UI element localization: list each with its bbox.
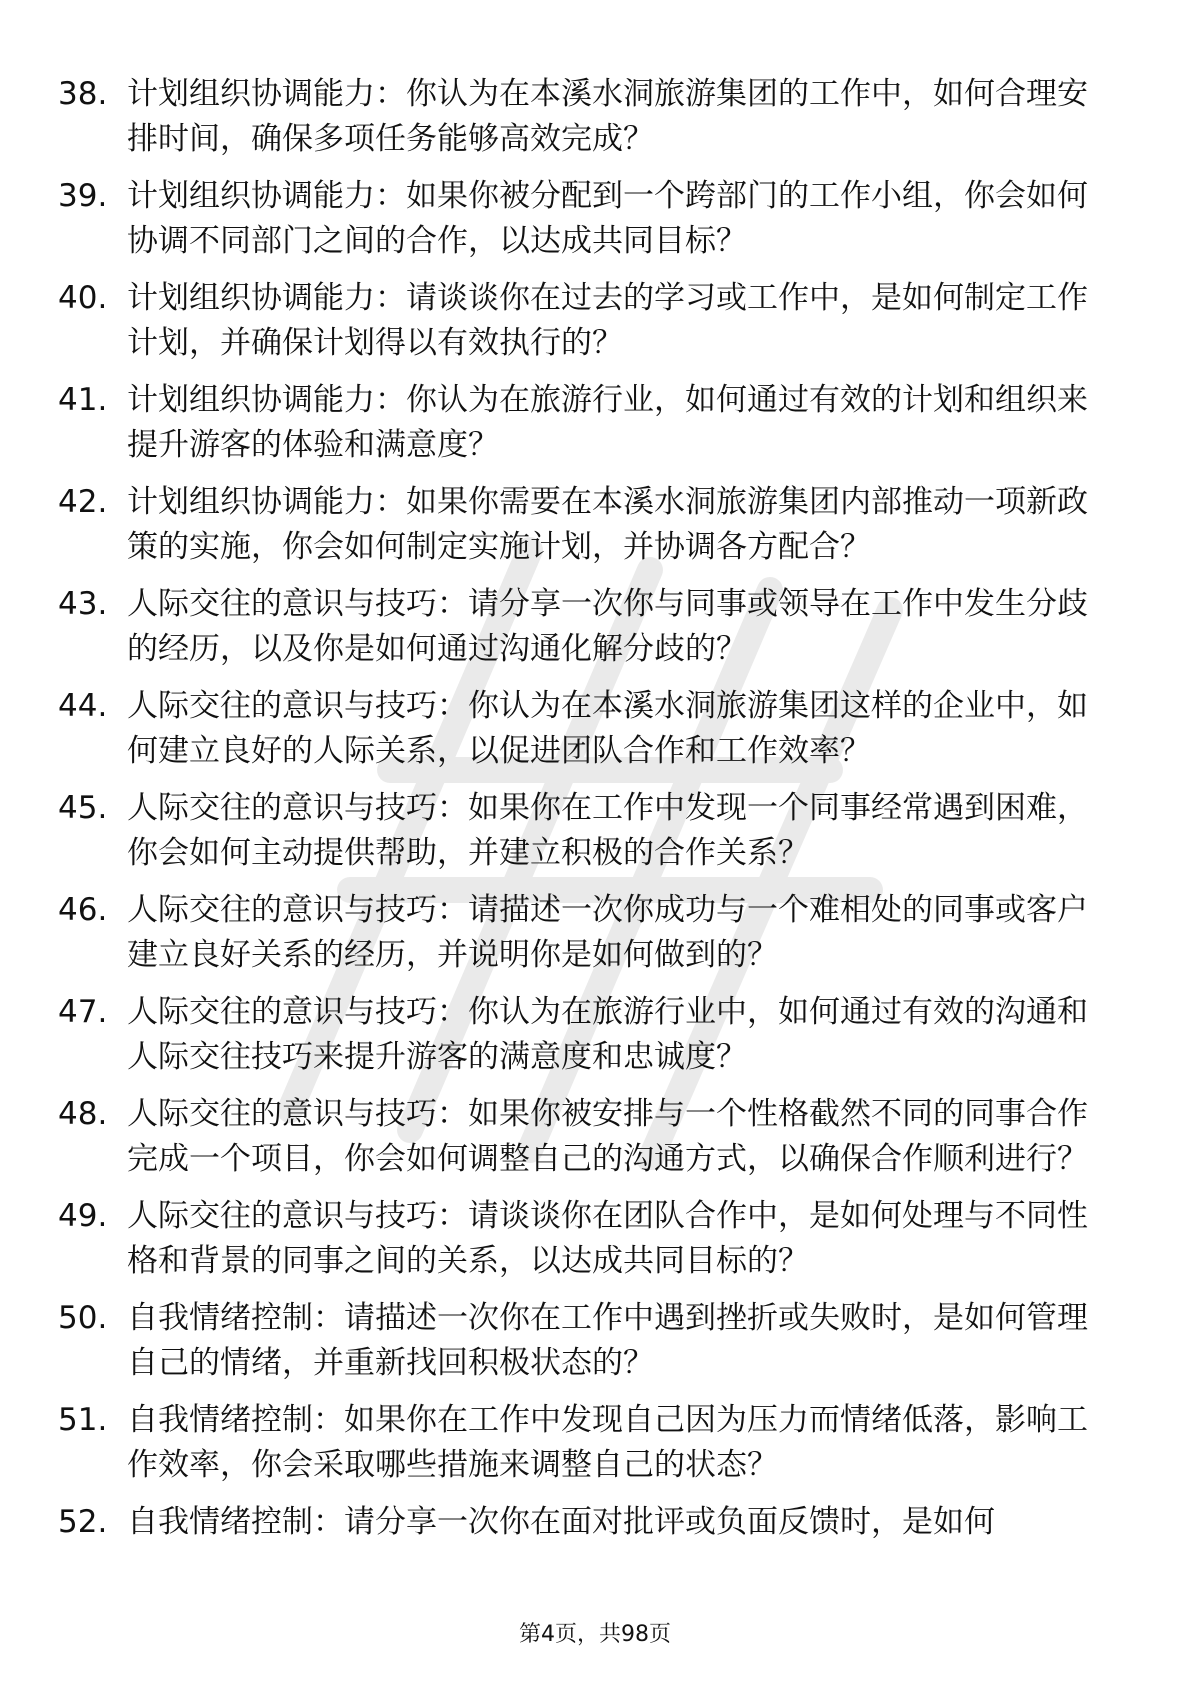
- list-item: [0, 1500, 1190, 1545]
- question-text: 计划组织协调能力：你认为在本溪水洞旅游集团的工作中，如何合理安排时间，确保多项任务能够高效完成？: [127, 76, 1088, 157]
- list-item: [0, 480, 1190, 570]
- question-number: 42.: [58, 484, 108, 520]
- question-text: 自我情绪控制：请描述一次你在工作中遇到挫折或失败时，是如何管理自己的情绪，并重新找回积极状态的？: [127, 1300, 1088, 1381]
- list-item: [0, 1296, 1190, 1386]
- question-number: 47.: [58, 994, 108, 1030]
- question-number: 45.: [58, 790, 108, 826]
- question-number: 41.: [58, 382, 108, 418]
- question-number: 39.: [58, 178, 108, 214]
- question-list: [0, 72, 1190, 1557]
- question-text: 人际交往的意识与技巧：你认为在本溪水洞旅游集团这样的企业中，如何建立良好的人际关系，以促进团队合作和工作效率？: [127, 688, 1088, 769]
- question-text: 自我情绪控制：请分享一次你在面对批评或负面反馈时，是如何: [127, 1504, 995, 1540]
- question-text: 人际交往的意识与技巧：请分享一次你与同事或领导在工作中发生分歧的经历，以及你是如何通过沟通化解分歧的？: [127, 586, 1088, 667]
- question-number: 52.: [58, 1504, 108, 1540]
- question-number: 49.: [58, 1198, 108, 1234]
- list-item: [0, 1398, 1190, 1488]
- list-item: [0, 174, 1190, 264]
- list-item: [0, 582, 1190, 672]
- list-item: [0, 72, 1190, 162]
- question-text: 人际交往的意识与技巧：如果你在工作中发现一个同事经常遇到困难，你会如何主动提供帮助，并建立积极的合作关系？: [127, 790, 1088, 871]
- question-number: 50.: [58, 1300, 108, 1336]
- question-text: 自我情绪控制：如果你在工作中发现自己因为压力而情绪低落，影响工作效率，你会采取哪些措施来调整自己的状态？: [127, 1402, 1088, 1483]
- question-text: 计划组织协调能力：请谈谈你在过去的学习或工作中，是如何制定工作计划，并确保计划得以有效执行的？: [127, 280, 1088, 361]
- page-footer: [0, 1620, 1190, 1650]
- list-item: [0, 378, 1190, 468]
- list-item: [0, 276, 1190, 366]
- question-text: 人际交往的意识与技巧：如果你被安排与一个性格截然不同的同事合作完成一个项目，你会如何调整自己的沟通方式，以确保合作顺利进行？: [127, 1096, 1088, 1177]
- question-text: 计划组织协调能力：如果你被分配到一个跨部门的工作小组，你会如何协调不同部门之间的合作，以达成共同目标？: [127, 178, 1088, 259]
- list-item: [0, 990, 1190, 1080]
- question-number: 46.: [58, 892, 108, 928]
- question-number: 40.: [58, 280, 108, 316]
- question-number: 51.: [58, 1402, 108, 1438]
- list-item: [0, 786, 1190, 876]
- question-text: 计划组织协调能力：你认为在旅游行业，如何通过有效的计划和组织来提升游客的体验和满意度？: [127, 382, 1088, 463]
- list-item: [0, 888, 1190, 978]
- page-number-label: 第4页，共98页: [519, 1622, 671, 1647]
- question-number: 43.: [58, 586, 108, 622]
- question-text: 人际交往的意识与技巧：请描述一次你成功与一个难相处的同事或客户建立良好关系的经历，并说明你是如何做到的？: [127, 892, 1088, 973]
- question-number: 38.: [58, 76, 108, 112]
- list-item: [0, 684, 1190, 774]
- question-number: 44.: [58, 688, 108, 724]
- list-item: [0, 1194, 1190, 1284]
- question-text: 计划组织协调能力：如果你需要在本溪水洞旅游集团内部推动一项新政策的实施，你会如何制定实施计划，并协调各方配合？: [127, 484, 1088, 565]
- question-text: 人际交往的意识与技巧：你认为在旅游行业中，如何通过有效的沟通和人际交往技巧来提升游客的满意度和忠诚度？: [127, 994, 1088, 1075]
- question-text: 人际交往的意识与技巧：请谈谈你在团队合作中，是如何处理与不同性格和背景的同事之间的关系，以达成共同目标的？: [127, 1198, 1088, 1279]
- list-item: [0, 1092, 1190, 1182]
- question-number: 48.: [58, 1096, 108, 1132]
